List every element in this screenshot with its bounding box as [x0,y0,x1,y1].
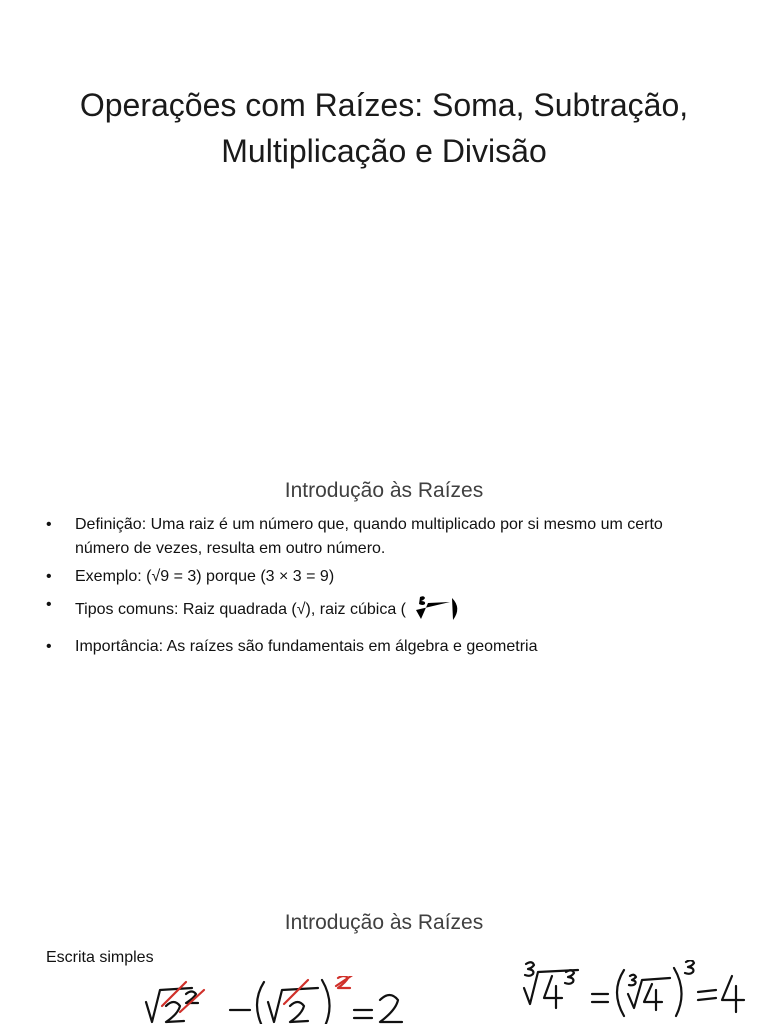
bullet-list [46,513,696,663]
bullet-item-importance [46,635,696,659]
bullet-dot: • [46,516,52,533]
section-title: Introdução às Raízes [284,479,484,502]
section-title: Introdução às Raízes [284,911,484,934]
bullet-dot: • [46,596,52,613]
bullet-item-example [46,565,696,589]
handwritten-cube-root-icon [412,593,466,631]
bullet-item-types [46,593,696,631]
caption: Escrita simples [46,949,154,966]
slide-title [0,0,768,440]
handwritten-cube-root-equation [520,960,756,1024]
slide-writing-examples [0,880,768,1024]
bullet-dot: • [46,638,52,655]
main-title [24,82,744,174]
bullet-text: Importância: As raízes são fundamentais em álgebra e geometria [75,638,538,655]
bullet-text: Exemplo: (√9 = 3) porque (3 × 3 = 9) [75,568,335,585]
main-title-line-1: Operações com Raízes: Soma, Subtração, [79,87,689,123]
bullet-dot: • [46,568,52,585]
bullet-text: Tipos comuns: Raiz quadrada (√), raiz cúbica ( [75,601,406,618]
bullet-text: Definição: Uma raiz é um número que, quando multiplicado por si mesmo um certo número de vezes, resulta em outro número. [75,516,663,557]
handwritten-square-root-equation [140,976,430,1024]
slide-introduction [0,440,768,880]
main-title-line-2: Multiplicação e Divisão [221,133,547,169]
bullet-item-definition [46,513,696,561]
